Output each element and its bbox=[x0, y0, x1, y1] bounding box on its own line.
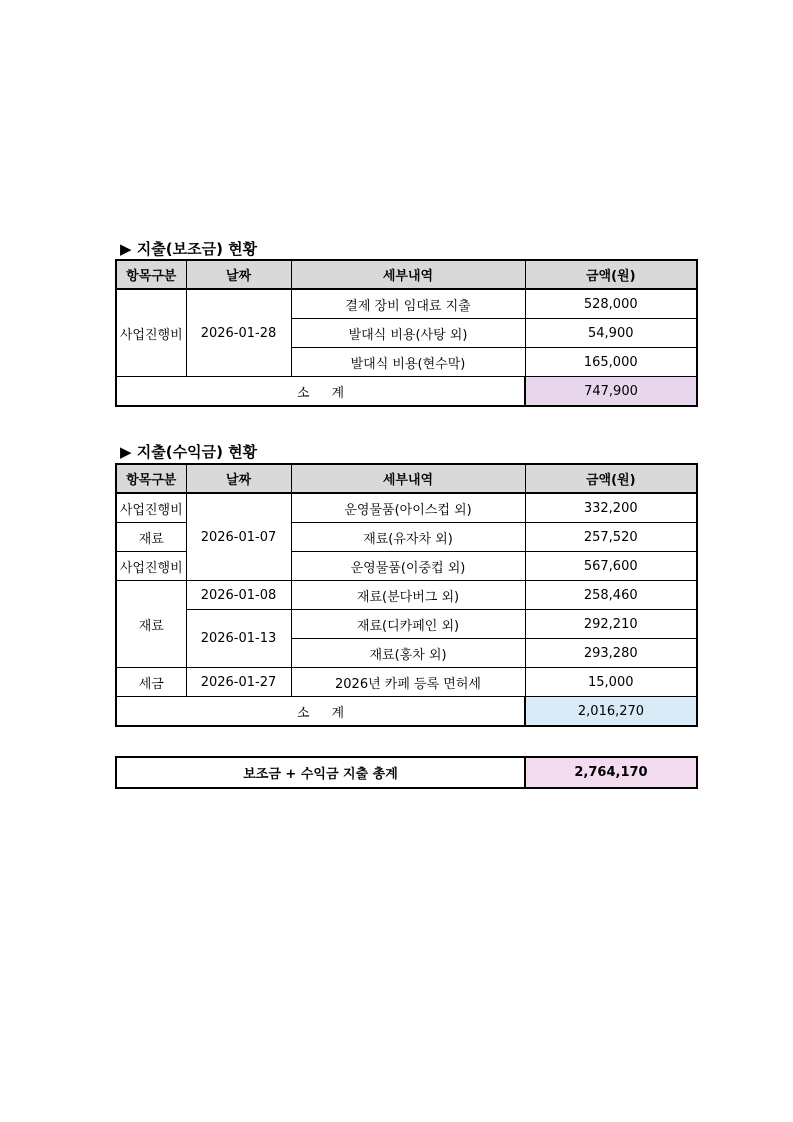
detail-cell: 발대식 비용(사탕 외) bbox=[291, 319, 525, 348]
subtotal-value: 747,900 bbox=[525, 377, 697, 407]
grand-total-table bbox=[115, 756, 698, 789]
header-detail: 세부내역 bbox=[291, 464, 525, 493]
detail-cell: 운영물품(아이스컵 외) bbox=[291, 493, 525, 523]
table-row bbox=[116, 581, 697, 610]
detail-cell: 결제 장비 임대료 지출 bbox=[291, 289, 525, 319]
grand-total-value: 2,764,170 bbox=[525, 757, 697, 788]
detail-cell: 재료(홍차 외) bbox=[291, 639, 525, 668]
amount-cell: 567,600 bbox=[525, 552, 697, 581]
category-cell: 사업진행비 bbox=[116, 552, 186, 581]
amount-cell: 332,200 bbox=[525, 493, 697, 523]
amount-cell: 528,000 bbox=[525, 289, 697, 319]
date-cell: 2026-01-07 bbox=[186, 493, 291, 581]
detail-cell: 재료(디카페인 외) bbox=[291, 610, 525, 639]
detail-cell: 재료(분다버그 외) bbox=[291, 581, 525, 610]
amount-cell: 15,000 bbox=[525, 668, 697, 697]
table-row bbox=[116, 493, 697, 523]
table-header-row bbox=[116, 464, 697, 493]
amount-cell: 165,000 bbox=[525, 348, 697, 377]
date-cell: 2026-01-13 bbox=[186, 610, 291, 668]
section-title-subsidy: ▶ 지출(보조금) 현황 bbox=[120, 240, 258, 258]
subtotal-label: 소계 bbox=[116, 697, 525, 727]
revenue-expense-table bbox=[115, 463, 698, 727]
table-header-row bbox=[116, 260, 697, 289]
grand-total-row bbox=[116, 757, 697, 788]
category-cell: 사업진행비 bbox=[116, 289, 186, 377]
header-amount: 금액(원) bbox=[525, 464, 697, 493]
subtotal-label: 소계 bbox=[116, 377, 525, 407]
amount-cell: 258,460 bbox=[525, 581, 697, 610]
header-date: 날짜 bbox=[186, 260, 291, 289]
subtotal-row bbox=[116, 697, 697, 727]
subtotal-row bbox=[116, 377, 697, 407]
header-date: 날짜 bbox=[186, 464, 291, 493]
grand-total-label: 보조금 + 수익금 지출 총계 bbox=[116, 757, 525, 788]
subtotal-value: 2,016,270 bbox=[525, 697, 697, 727]
header-amount: 금액(원) bbox=[525, 260, 697, 289]
detail-cell: 2026년 카페 등록 면허세 bbox=[291, 668, 525, 697]
category-cell: 재료 bbox=[116, 581, 186, 668]
amount-cell: 54,900 bbox=[525, 319, 697, 348]
amount-cell: 293,280 bbox=[525, 639, 697, 668]
detail-cell: 발대식 비용(현수막) bbox=[291, 348, 525, 377]
table-row bbox=[116, 668, 697, 697]
header-category: 항목구분 bbox=[116, 464, 186, 493]
section-title-revenue: ▶ 지출(수익금) 현황 bbox=[120, 443, 258, 461]
category-cell: 세금 bbox=[116, 668, 186, 697]
date-cell: 2026-01-28 bbox=[186, 289, 291, 377]
date-cell: 2026-01-27 bbox=[186, 668, 291, 697]
header-detail: 세부내역 bbox=[291, 260, 525, 289]
category-cell: 재료 bbox=[116, 523, 186, 552]
detail-cell: 운영물품(이중컵 외) bbox=[291, 552, 525, 581]
header-category: 항목구분 bbox=[116, 260, 186, 289]
table-row bbox=[116, 610, 697, 639]
amount-cell: 257,520 bbox=[525, 523, 697, 552]
detail-cell: 재료(유자차 외) bbox=[291, 523, 525, 552]
table-row bbox=[116, 289, 697, 319]
category-cell: 사업진행비 bbox=[116, 493, 186, 523]
date-cell: 2026-01-08 bbox=[186, 581, 291, 610]
subsidy-expense-table bbox=[115, 259, 698, 407]
amount-cell: 292,210 bbox=[525, 610, 697, 639]
